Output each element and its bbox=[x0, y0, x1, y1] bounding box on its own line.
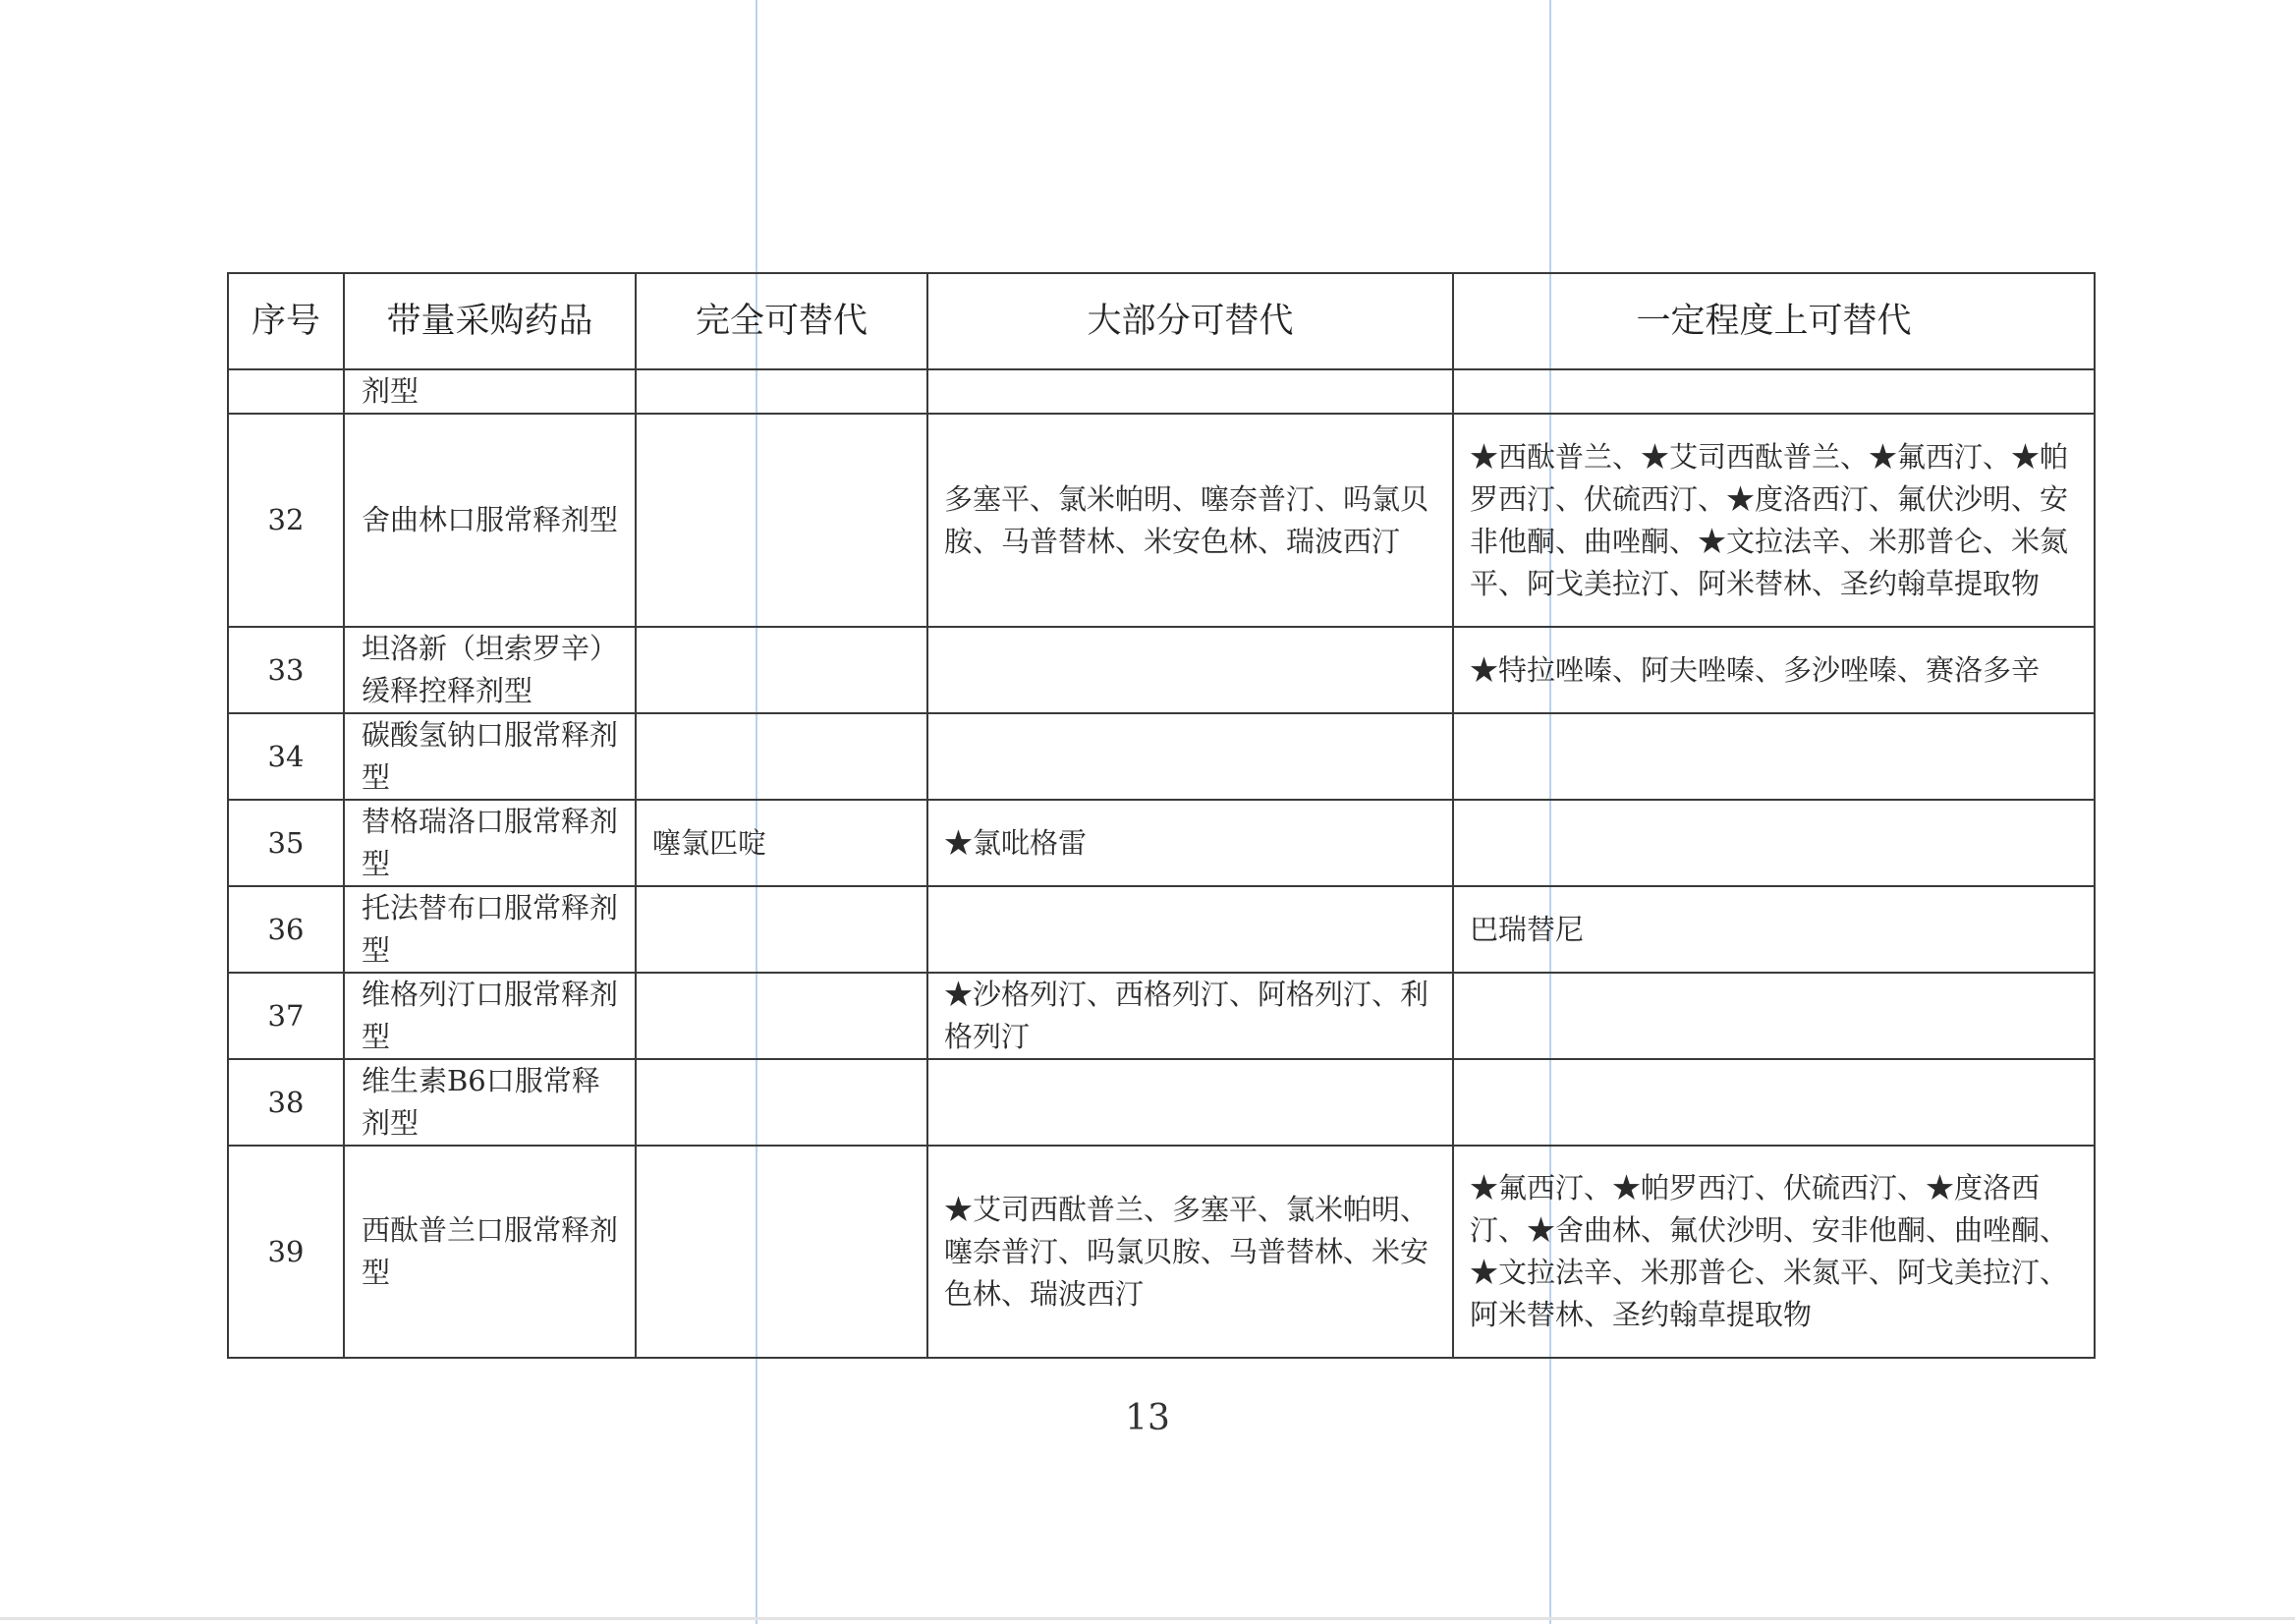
cell-partial bbox=[1453, 369, 2095, 414]
cell-full bbox=[636, 886, 927, 973]
cell-most bbox=[927, 886, 1453, 973]
cell-partial bbox=[1453, 713, 2095, 800]
cell-seq: 39 bbox=[228, 1146, 344, 1358]
table-row bbox=[228, 800, 2095, 886]
cell-seq: 36 bbox=[228, 886, 344, 973]
cell-full bbox=[636, 627, 927, 713]
cell-full bbox=[636, 973, 927, 1059]
cell-partial bbox=[1453, 973, 2095, 1059]
cell-seq: 35 bbox=[228, 800, 344, 886]
cell-most bbox=[927, 627, 1453, 713]
cell-most bbox=[927, 369, 1453, 414]
cell-drug: 碳酸氢钠口服常释剂型 bbox=[344, 713, 636, 800]
cell-most: ★氯吡格雷 bbox=[927, 800, 1453, 886]
table-row bbox=[228, 369, 2095, 414]
table-row bbox=[228, 627, 2095, 713]
cell-full bbox=[636, 414, 927, 627]
cell-full bbox=[636, 1146, 927, 1358]
header-most: 大部分可替代 bbox=[927, 273, 1453, 369]
cell-drug: 西酞普兰口服常释剂型 bbox=[344, 1146, 636, 1358]
cell-partial: ★氟西汀、★帕罗西汀、伏硫西汀、★度洛西汀、★舍曲林、氟伏沙明、安非他酮、曲唑酮、★文拉法辛、米那普仑、米氮平、阿戈美拉汀、阿米替林、圣约翰草提取物 bbox=[1453, 1146, 2095, 1358]
table-row bbox=[228, 973, 2095, 1059]
cell-seq: 34 bbox=[228, 713, 344, 800]
cell-seq bbox=[228, 369, 344, 414]
cell-most bbox=[927, 1059, 1453, 1146]
cell-full: 噻氯匹啶 bbox=[636, 800, 927, 886]
cell-partial: ★特拉唑嗪、阿夫唑嗪、多沙唑嗪、赛洛多辛 bbox=[1453, 627, 2095, 713]
substitution-table bbox=[227, 272, 2096, 1359]
cell-drug: 剂型 bbox=[344, 369, 636, 414]
page-number: 13 bbox=[1125, 1398, 1170, 1438]
cell-drug: 托法替布口服常释剂型 bbox=[344, 886, 636, 973]
cell-seq: 37 bbox=[228, 973, 344, 1059]
cell-partial bbox=[1453, 1059, 2095, 1146]
cell-most bbox=[927, 713, 1453, 800]
cell-most: ★艾司西酞普兰、多塞平、氯米帕明、噻奈普汀、吗氯贝胺、马普替林、米安色林、瑞波西汀 bbox=[927, 1146, 1453, 1358]
cell-partial: 巴瑞替尼 bbox=[1453, 886, 2095, 973]
cell-seq: 33 bbox=[228, 627, 344, 713]
header-full: 完全可替代 bbox=[636, 273, 927, 369]
cell-full bbox=[636, 713, 927, 800]
cell-most: 多塞平、氯米帕明、噻奈普汀、吗氯贝胺、马普替林、米安色林、瑞波西汀 bbox=[927, 414, 1453, 627]
cell-drug: 维生素B6口服常释剂型 bbox=[344, 1059, 636, 1146]
cell-drug: 舍曲林口服常释剂型 bbox=[344, 414, 636, 627]
cell-full bbox=[636, 369, 927, 414]
table-row bbox=[228, 713, 2095, 800]
table-header-row bbox=[228, 273, 2095, 369]
table-row bbox=[228, 886, 2095, 973]
cell-seq: 32 bbox=[228, 414, 344, 627]
header-partial: 一定程度上可替代 bbox=[1453, 273, 2095, 369]
cell-partial: ★西酞普兰、★艾司西酞普兰、★氟西汀、★帕罗西汀、伏硫西汀、★度洛西汀、氟伏沙明、安非他酮、曲唑酮、★文拉法辛、米那普仑、米氮平、阿戈美拉汀、阿米替林、圣约翰草提取物 bbox=[1453, 414, 2095, 627]
header-drug: 带量采购药品 bbox=[344, 273, 636, 369]
table-row bbox=[228, 1146, 2095, 1358]
page-bottom-edge bbox=[0, 1617, 2295, 1620]
table-row bbox=[228, 414, 2095, 627]
table-row bbox=[228, 1059, 2095, 1146]
cell-full bbox=[636, 1059, 927, 1146]
cell-drug: 替格瑞洛口服常释剂型 bbox=[344, 800, 636, 886]
cell-seq: 38 bbox=[228, 1059, 344, 1146]
cell-drug: 坦洛新（坦索罗辛）缓释控释剂型 bbox=[344, 627, 636, 713]
header-seq: 序号 bbox=[228, 273, 344, 369]
cell-most: ★沙格列汀、西格列汀、阿格列汀、利格列汀 bbox=[927, 973, 1453, 1059]
cell-partial bbox=[1453, 800, 2095, 886]
cell-drug: 维格列汀口服常释剂型 bbox=[344, 973, 636, 1059]
